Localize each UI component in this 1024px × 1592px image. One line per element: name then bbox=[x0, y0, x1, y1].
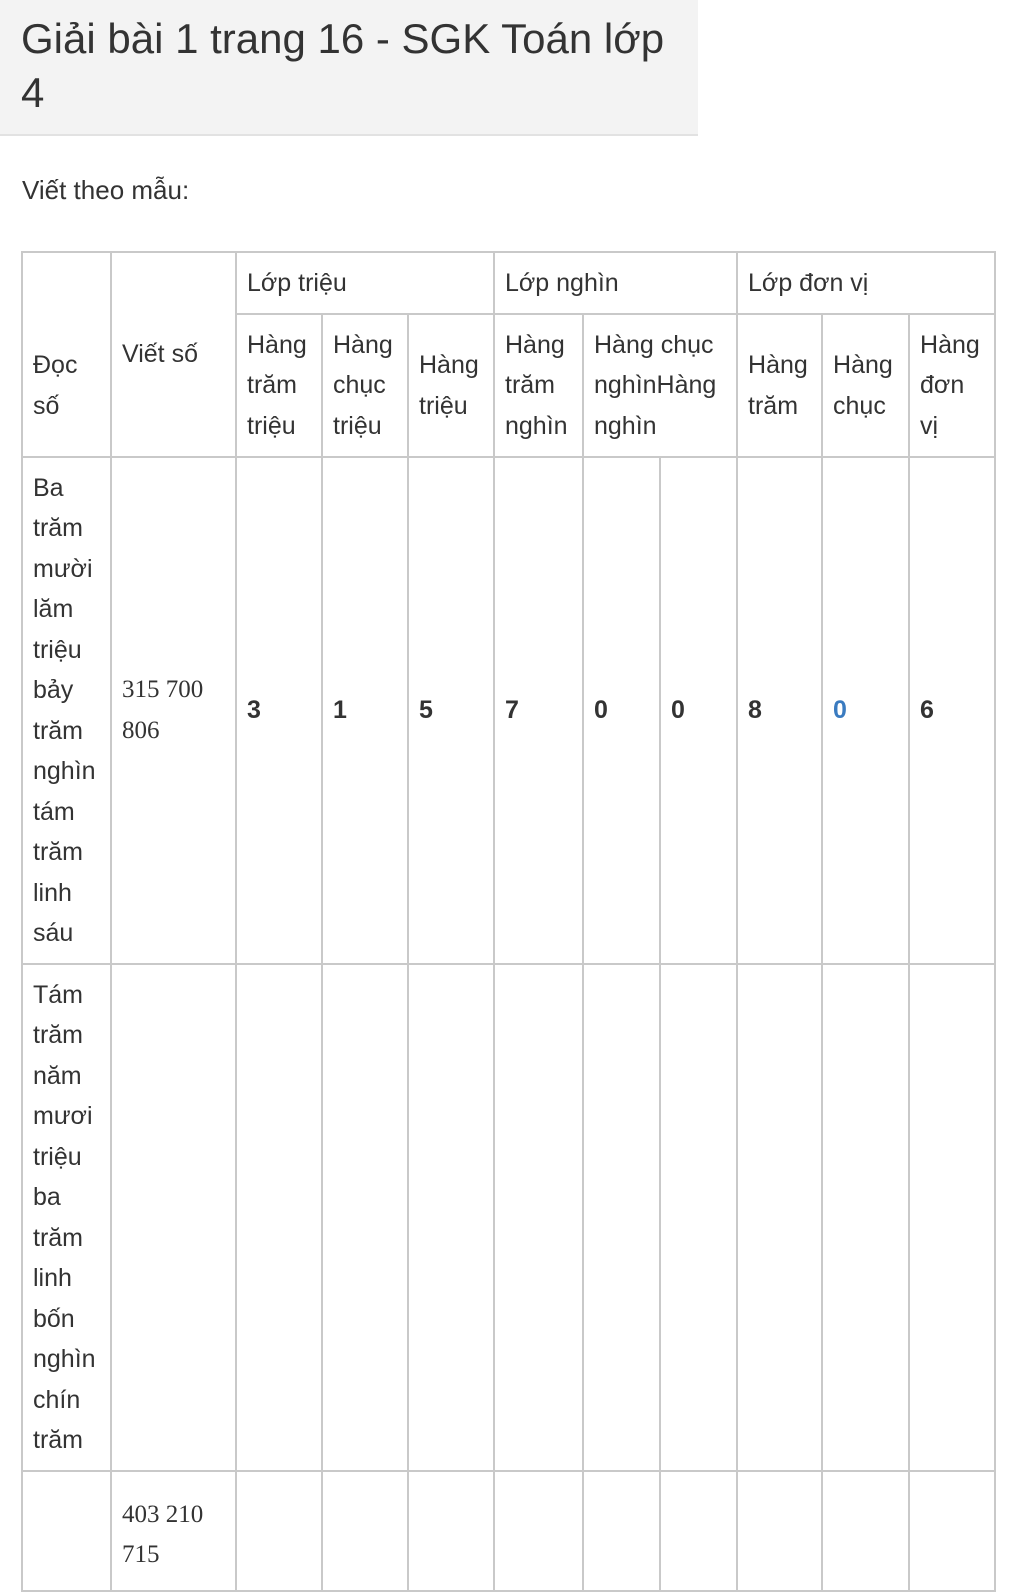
digit-cell bbox=[322, 964, 408, 1471]
page-title: Giải bài 1 trang 16 - SGK Toán lớp 4 bbox=[21, 15, 665, 116]
digit-cell bbox=[822, 964, 909, 1471]
digit-cell bbox=[236, 1471, 322, 1591]
row-write-cell bbox=[111, 964, 236, 1471]
digit-cell bbox=[737, 964, 822, 1471]
digit-cell: 8 bbox=[737, 457, 822, 964]
digit-cell: 3 bbox=[236, 457, 322, 964]
digit-cell bbox=[583, 1471, 660, 1591]
digit-cell bbox=[408, 964, 494, 1471]
table-row bbox=[22, 1471, 995, 1591]
header-viet-so: Viết số bbox=[111, 252, 236, 457]
header-hang-tram: Hàng trăm bbox=[737, 314, 822, 457]
digit-cell bbox=[408, 1471, 494, 1591]
digit-cell bbox=[236, 964, 322, 1471]
table-row bbox=[22, 457, 995, 964]
digit-cell: 7 bbox=[494, 457, 583, 964]
digit-cell bbox=[583, 964, 660, 1471]
digit-cell bbox=[909, 1471, 995, 1591]
table-row bbox=[22, 964, 995, 1471]
digit-cell: 0 bbox=[583, 457, 660, 964]
digit-cell: 0 bbox=[660, 457, 737, 964]
header-hang-trieu: Hàng triệu bbox=[408, 314, 494, 457]
header-lop-trieu: Lớp triệu bbox=[236, 252, 494, 314]
header-lop-don-vi: Lớp đơn vị bbox=[737, 252, 995, 314]
header-hang-chuc: Hàng chục bbox=[822, 314, 909, 457]
row-write-cell: 403 210 715 bbox=[111, 1471, 236, 1591]
row-read-cell: Tám trăm năm mươi triệu ba trăm linh bốn nghìn chín trăm bbox=[22, 964, 111, 1471]
digit-cell bbox=[822, 1471, 909, 1591]
digit-cell: 6 bbox=[909, 457, 995, 964]
header-hang-tram-trieu: Hàng trăm triệu bbox=[236, 314, 322, 457]
header-hang-tram-nghin: Hàng trăm nghìn bbox=[494, 314, 583, 457]
digit-cell: 1 bbox=[322, 457, 408, 964]
digit-cell bbox=[322, 1471, 408, 1591]
digit-cell-highlighted: 0 bbox=[822, 457, 909, 964]
header-doc-so: Đọc số bbox=[22, 252, 111, 457]
row-read-cell bbox=[22, 1471, 111, 1591]
place-value-table bbox=[21, 251, 996, 1592]
digit-cell bbox=[660, 1471, 737, 1591]
header-row-groups bbox=[22, 252, 995, 314]
digit-cell: 5 bbox=[408, 457, 494, 964]
digit-cell bbox=[494, 1471, 583, 1591]
header-hang-chuc-trieu: Hàng chục triệu bbox=[322, 314, 408, 457]
digit-cell bbox=[660, 964, 737, 1471]
header-hang-don-vi: Hàng đơn vị bbox=[909, 314, 995, 457]
row-read-cell: Ba trăm mười lăm triệu bảy trăm nghìn tám trăm linh sáu bbox=[22, 457, 111, 964]
title-box bbox=[0, 0, 698, 136]
row-write-cell: 315 700 806 bbox=[111, 457, 236, 964]
exercise-instruction: Viết theo mẫu: bbox=[22, 175, 190, 205]
header-hang-chuc-nghin-hang-nghin: Hàng chục nghìnHàng nghìn bbox=[583, 314, 737, 457]
digit-cell bbox=[909, 964, 995, 1471]
header-lop-nghin: Lớp nghìn bbox=[494, 252, 737, 314]
digit-cell bbox=[737, 1471, 822, 1591]
digit-cell bbox=[494, 964, 583, 1471]
